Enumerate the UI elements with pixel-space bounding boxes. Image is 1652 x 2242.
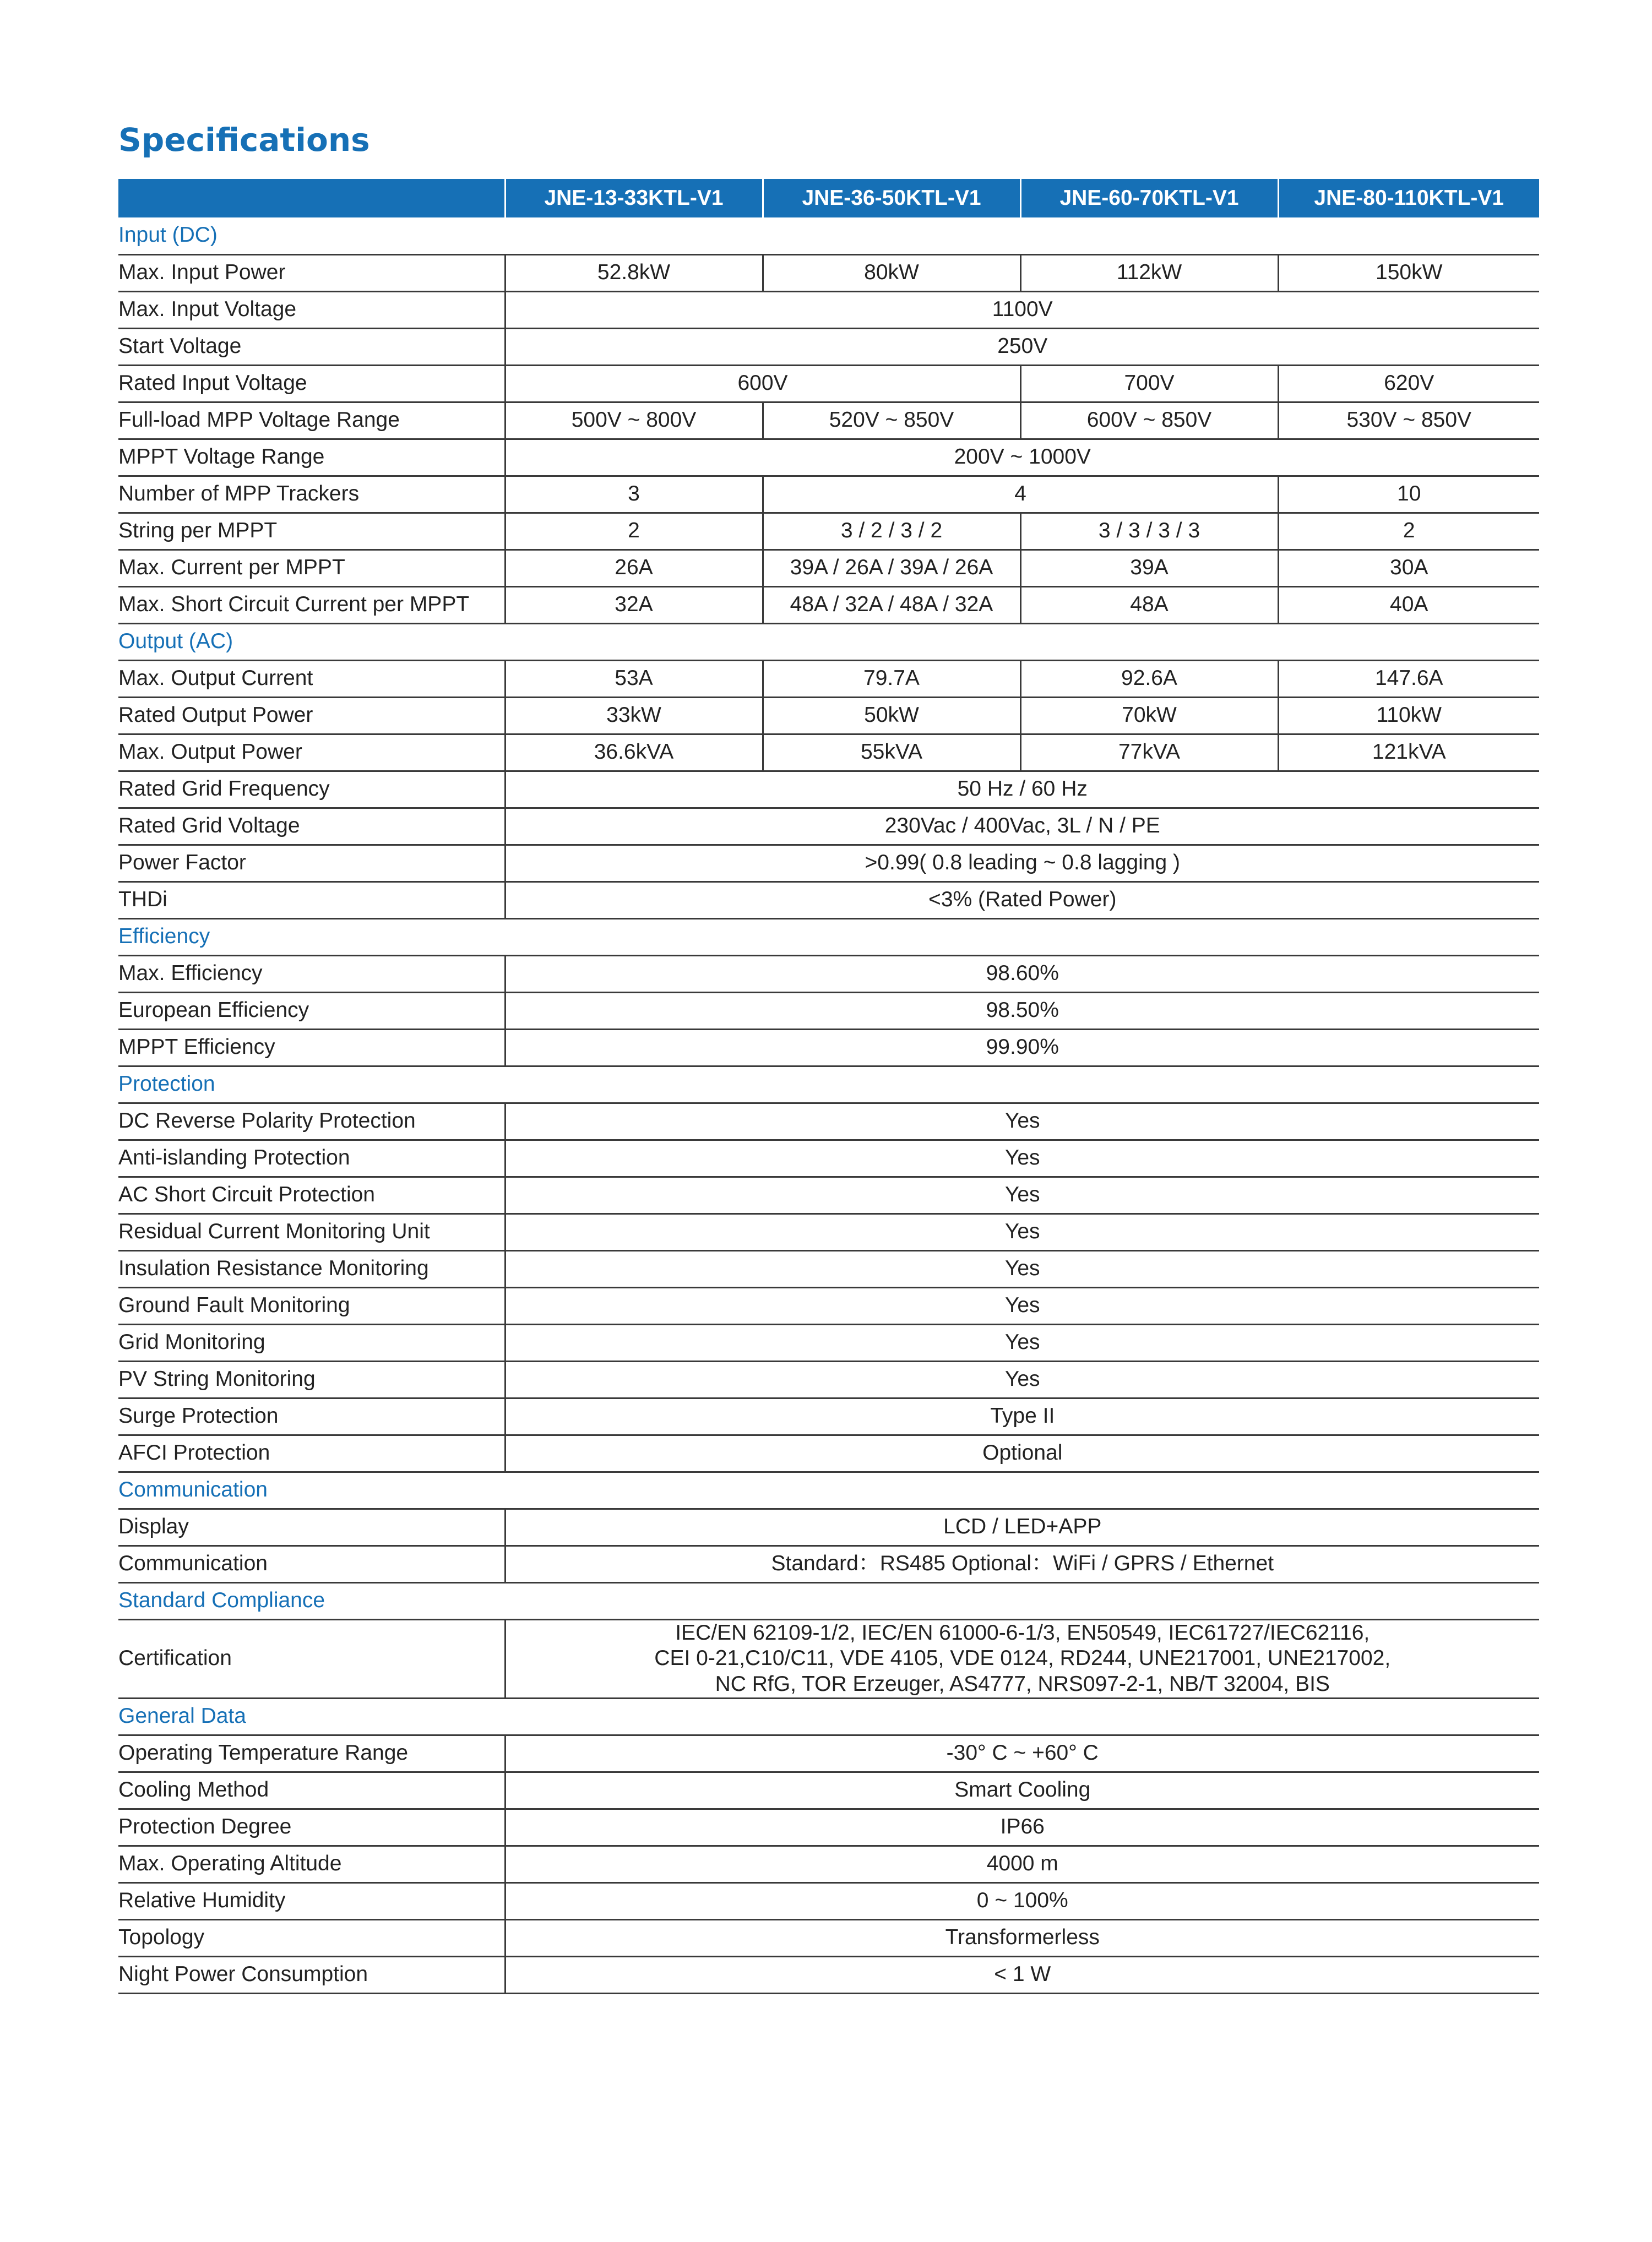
spec-row: [118, 1287, 1539, 1324]
spec-row: [118, 402, 1539, 439]
spec-label: Number of MPP Trackers: [118, 476, 505, 513]
spec-value: 0 ~ 100%: [505, 1882, 1539, 1919]
model-header-2: JNE-36-50KTL-V1: [763, 179, 1020, 217]
spec-row: [118, 1177, 1539, 1213]
spec-value: 121kVA: [1278, 734, 1539, 771]
spec-value: LCD / LED+APP: [505, 1509, 1539, 1546]
spec-value: 1100V: [505, 291, 1539, 328]
spec-label: Full-load MPP Voltage Range: [118, 402, 505, 439]
spec-label: Power Factor: [118, 845, 505, 881]
spec-value: Yes: [505, 1324, 1539, 1361]
spec-row: [118, 1398, 1539, 1435]
spec-value: 600V ~ 850V: [1020, 402, 1278, 439]
spec-row: [118, 291, 1539, 328]
spec-value: Transformerless: [505, 1919, 1539, 1956]
spec-value: 80kW: [763, 254, 1020, 291]
spec-value: 50kW: [763, 697, 1020, 734]
spec-row: [118, 365, 1539, 402]
section-title: Communication: [118, 1472, 1539, 1509]
spec-value: <3% (Rated Power): [505, 881, 1539, 918]
spec-value: 36.6kVA: [505, 734, 763, 771]
spec-label: AFCI Protection: [118, 1435, 505, 1472]
spec-value: 79.7A: [763, 660, 1020, 697]
spec-value: Yes: [505, 1177, 1539, 1213]
spec-value: >0.99( 0.8 leading ~ 0.8 lagging ): [505, 845, 1539, 881]
spec-value: 48A: [1020, 586, 1278, 623]
section-header-row: [118, 1066, 1539, 1103]
spec-row: [118, 1435, 1539, 1472]
spec-value: 50 Hz / 60 Hz: [505, 771, 1539, 808]
spec-value: 32A: [505, 586, 763, 623]
spec-label: Operating Temperature Range: [118, 1735, 505, 1772]
spec-value: IP66: [505, 1809, 1539, 1846]
spec-value: 2: [1278, 513, 1539, 549]
spec-label: European Efficiency: [118, 992, 505, 1029]
spec-value: 2: [505, 513, 763, 549]
spec-label: Night Power Consumption: [118, 1956, 505, 1993]
spec-label: Max. Current per MPPT: [118, 549, 505, 586]
spec-row: [118, 1324, 1539, 1361]
spec-label: Display: [118, 1509, 505, 1546]
spec-label: Ground Fault Monitoring: [118, 1287, 505, 1324]
spec-value: 3 / 3 / 3 / 3: [1020, 513, 1278, 549]
spec-value: 40A: [1278, 586, 1539, 623]
spec-row: [118, 1919, 1539, 1956]
spec-row: [118, 992, 1539, 1029]
spec-value: Yes: [505, 1103, 1539, 1140]
spec-label: Max. Input Voltage: [118, 291, 505, 328]
section-title: General Data: [118, 1698, 1539, 1735]
spec-label: Anti-islanding Protection: [118, 1140, 505, 1177]
section-header-row: [118, 1472, 1539, 1509]
spec-label: Rated Grid Voltage: [118, 808, 505, 845]
spec-value: 39A: [1020, 549, 1278, 586]
spec-row: [118, 1250, 1539, 1287]
spec-value: 112kW: [1020, 254, 1278, 291]
spec-value: 200V ~ 1000V: [505, 439, 1539, 476]
spec-label: Residual Current Monitoring Unit: [118, 1213, 505, 1250]
spec-value: 53A: [505, 660, 763, 697]
spec-value: 500V ~ 800V: [505, 402, 763, 439]
spec-value: 230Vac / 400Vac, 3L / N / PE: [505, 808, 1539, 845]
spec-row: [118, 476, 1539, 513]
spec-value: Type II: [505, 1398, 1539, 1435]
spec-value: 110kW: [1278, 697, 1539, 734]
spec-label: Certification: [118, 1619, 505, 1698]
spec-value: 600V: [505, 365, 1020, 402]
spec-row: [118, 1619, 1539, 1698]
spec-value: 48A / 32A / 48A / 32A: [763, 586, 1020, 623]
spec-label: MPPT Efficiency: [118, 1029, 505, 1066]
spec-value: Standard：RS485 Optional：WiFi / GPRS / Ethernet: [505, 1546, 1539, 1582]
spec-row: [118, 1029, 1539, 1066]
spec-label: Max. Output Power: [118, 734, 505, 771]
spec-label: Rated Input Voltage: [118, 365, 505, 402]
spec-row: [118, 1361, 1539, 1398]
spec-row: [118, 1882, 1539, 1919]
spec-row: [118, 1956, 1539, 1993]
spec-value: 98.50%: [505, 992, 1539, 1029]
spec-value: 3 / 2 / 3 / 2: [763, 513, 1020, 549]
section-header-row: [118, 623, 1539, 660]
spec-row: [118, 808, 1539, 845]
spec-value: Yes: [505, 1250, 1539, 1287]
spec-value: 10: [1278, 476, 1539, 513]
spec-row: [118, 955, 1539, 992]
spec-row: [118, 881, 1539, 918]
spec-value: 99.90%: [505, 1029, 1539, 1066]
spec-value: < 1 W: [505, 1956, 1539, 1993]
spec-table-body: [118, 217, 1539, 1993]
spec-value: 3: [505, 476, 763, 513]
model-header-1: JNE-13-33KTL-V1: [505, 179, 763, 217]
spec-row: [118, 1735, 1539, 1772]
spec-row: [118, 1103, 1539, 1140]
spec-label: THDi: [118, 881, 505, 918]
page-title: Specifications: [118, 121, 370, 159]
section-header-row: [118, 918, 1539, 955]
spec-row: [118, 328, 1539, 365]
spec-row: [118, 586, 1539, 623]
spec-row: [118, 439, 1539, 476]
spec-value: 39A / 26A / 39A / 26A: [763, 549, 1020, 586]
spec-label: Rated Output Power: [118, 697, 505, 734]
section-title: Standard Compliance: [118, 1582, 1539, 1619]
certification-line: IEC/EN 62109-1/2, IEC/EN 61000-6-1/3, EN50549, IEC61727/IEC62116,: [675, 1620, 1370, 1645]
section-title: Input (DC): [118, 217, 1539, 254]
spec-value: 98.60%: [505, 955, 1539, 992]
spec-label: DC Reverse Polarity Protection: [118, 1103, 505, 1140]
spec-label: Communication: [118, 1546, 505, 1582]
spec-value: Yes: [505, 1361, 1539, 1398]
spec-value: -30° C ~ +60° C: [505, 1735, 1539, 1772]
spec-label: MPPT Voltage Range: [118, 439, 505, 476]
spec-value: 700V: [1020, 365, 1278, 402]
section-title: Protection: [118, 1066, 1539, 1103]
spec-value: 30A: [1278, 549, 1539, 586]
spec-label: PV String Monitoring: [118, 1361, 505, 1398]
specifications-table: [118, 179, 1539, 1994]
spec-value: 620V: [1278, 365, 1539, 402]
model-header-3: JNE-60-70KTL-V1: [1020, 179, 1278, 217]
spec-row: [118, 1140, 1539, 1177]
spec-row: [118, 1846, 1539, 1882]
spec-row: [118, 1772, 1539, 1809]
spec-label: Surge Protection: [118, 1398, 505, 1435]
section-title: Output (AC): [118, 623, 1539, 660]
spec-value: 530V ~ 850V: [1278, 402, 1539, 439]
spec-label: Rated Grid Frequency: [118, 771, 505, 808]
certification-line: NC RfG, TOR Erzeuger, AS4777, NRS097-2-1, NB/T 32004, BIS: [715, 1672, 1330, 1696]
spec-row: [118, 771, 1539, 808]
spec-label: String per MPPT: [118, 513, 505, 549]
spec-row: [118, 1809, 1539, 1846]
spec-label: Max. Efficiency: [118, 955, 505, 992]
spec-value: 4: [763, 476, 1278, 513]
spec-label: Insulation Resistance Monitoring: [118, 1250, 505, 1287]
spec-row: [118, 254, 1539, 291]
spec-label: Relative Humidity: [118, 1882, 505, 1919]
spec-value: 52.8kW: [505, 254, 763, 291]
spec-label: AC Short Circuit Protection: [118, 1177, 505, 1213]
spec-row: [118, 660, 1539, 697]
spec-value: Yes: [505, 1213, 1539, 1250]
spec-value: 55kVA: [763, 734, 1020, 771]
model-header-row: [118, 179, 1539, 217]
spec-label: Grid Monitoring: [118, 1324, 505, 1361]
spec-value: [505, 1619, 1539, 1698]
spec-value: Yes: [505, 1140, 1539, 1177]
spec-label: Max. Short Circuit Current per MPPT: [118, 586, 505, 623]
spec-label: Max. Operating Altitude: [118, 1846, 505, 1882]
spec-value: 250V: [505, 328, 1539, 365]
section-header-row: [118, 1582, 1539, 1619]
spec-value: 150kW: [1278, 254, 1539, 291]
model-header-4: JNE-80-110KTL-V1: [1278, 179, 1539, 217]
header-blank-cell: [118, 179, 505, 217]
spec-value: Smart Cooling: [505, 1772, 1539, 1809]
spec-label: Max. Output Current: [118, 660, 505, 697]
certification-line: CEI 0-21,C10/C11, VDE 4105, VDE 0124, RD244, UNE217001, UNE217002,: [654, 1646, 1391, 1670]
spec-row: [118, 1509, 1539, 1546]
spec-label: Start Voltage: [118, 328, 505, 365]
spec-value: 70kW: [1020, 697, 1278, 734]
spec-label: Max. Input Power: [118, 254, 505, 291]
section-header-row: [118, 217, 1539, 254]
spec-value: 33kW: [505, 697, 763, 734]
spec-value: 147.6A: [1278, 660, 1539, 697]
section-header-row: [118, 1698, 1539, 1735]
spec-row: [118, 845, 1539, 881]
spec-value: 77kVA: [1020, 734, 1278, 771]
spec-value: Optional: [505, 1435, 1539, 1472]
spec-value: Yes: [505, 1287, 1539, 1324]
spec-row: [118, 734, 1539, 771]
spec-row: [118, 1546, 1539, 1582]
spec-row: [118, 513, 1539, 549]
spec-label: Protection Degree: [118, 1809, 505, 1846]
spec-label: Cooling Method: [118, 1772, 505, 1809]
spec-label: Topology: [118, 1919, 505, 1956]
spec-row: [118, 1213, 1539, 1250]
spec-value: 92.6A: [1020, 660, 1278, 697]
spec-value: 520V ~ 850V: [763, 402, 1020, 439]
section-title: Efficiency: [118, 918, 1539, 955]
spec-row: [118, 549, 1539, 586]
spec-value: 4000 m: [505, 1846, 1539, 1882]
spec-row: [118, 697, 1539, 734]
spec-value: 26A: [505, 549, 763, 586]
